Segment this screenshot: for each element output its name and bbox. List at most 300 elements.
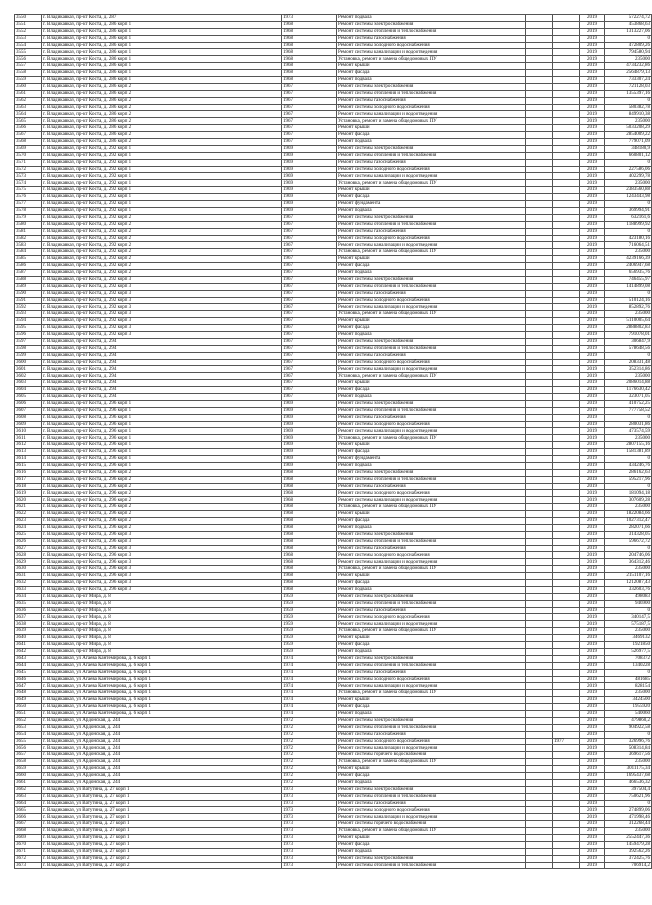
cost-cell: 372425,76 — [605, 855, 652, 862]
address-cell: г. Владикавказ, пр-кт Коста, д. 292 корп 2 — [42, 269, 282, 276]
extra-cell — [526, 290, 553, 297]
plan-year-cell: 2019 — [580, 194, 605, 201]
build-year-cell: 1967 — [282, 318, 337, 325]
build-year-cell: 1968 — [282, 566, 337, 573]
table-row — [15, 855, 652, 862]
last-repair-year-cell — [553, 118, 580, 125]
city-text: г. Владикавказ — [43, 325, 74, 331]
plan-year-cell: 2019 — [580, 242, 605, 249]
table-row — [15, 263, 652, 270]
row-number-cell: 3579 — [15, 214, 42, 221]
table-row — [15, 242, 652, 249]
address-cell: г. Владикавказ, пр-кт Коста, д. 292 корп 3 — [42, 331, 282, 338]
street-text: ул Ардонская, д. 244 — [76, 731, 121, 737]
address-cell: г. Владикавказ, пр-кт Коста, д. 296 корп 3 — [42, 552, 282, 559]
row-number-cell: 3610 — [15, 428, 42, 435]
city-text: г. Владикавказ — [43, 800, 74, 806]
address-cell: г. Владикавказ, ул Ватутина, д. 27 корп 1 — [42, 793, 282, 800]
street-text: ул Ватутина, д. 27 корп 1 — [76, 835, 130, 841]
last-repair-year-cell — [553, 352, 580, 359]
last-repair-year-cell — [553, 263, 580, 270]
street-text: пр-кт Мира, д. 8 — [76, 642, 111, 648]
build-year-cell: 1973 — [282, 15, 337, 22]
city-text: г. Владикавказ — [43, 249, 74, 255]
work-type-cell: Ремонт системы отопления и теплоснабжения — [337, 90, 526, 97]
city-text: г. Владикавказ — [43, 518, 74, 524]
table-row — [15, 483, 652, 490]
address-cell: г. Владикавказ, ул Ардонская, д. 244 — [42, 779, 282, 786]
work-type-cell: Ремонт подвала — [337, 207, 526, 214]
address-cell: г. Владикавказ, пр-кт Мира, д. 8 — [42, 635, 282, 642]
row-number-cell: 3639 — [15, 628, 42, 635]
address-cell: г. Владикавказ, пр-кт Мира, д. 8 — [42, 642, 282, 649]
cost-cell: 1414899,08 — [605, 283, 652, 290]
cost-cell: 0 — [605, 35, 652, 42]
work-type-cell: Установка, ремонт и замена общедомовых ПУ — [337, 435, 526, 442]
table-row — [15, 373, 652, 380]
address-cell: г. Владикавказ, пр-кт Коста, д. 286 корп 1 — [42, 42, 282, 49]
table-row — [15, 435, 652, 442]
work-type-cell: Ремонт фасада — [337, 449, 526, 456]
extra-cell — [526, 283, 553, 290]
cost-cell: 235000 — [605, 504, 652, 511]
extra-cell — [526, 786, 553, 793]
row-number-cell: 3663 — [15, 793, 42, 800]
row-number-cell: 3661 — [15, 779, 42, 786]
address-cell: г. Владикавказ, пр-кт Коста, д. 296 корп 1 — [42, 400, 282, 407]
street-text: пр-кт Коста, д. 286 корп 2 — [76, 125, 132, 131]
build-year-cell: 1974 — [282, 697, 337, 704]
build-year-cell: 1973 — [282, 841, 337, 848]
city-text: г. Владикавказ — [43, 835, 74, 841]
cost-cell: 2564879,13 — [605, 70, 652, 77]
build-year-cell: 1972 — [282, 759, 337, 766]
extra-cell — [526, 166, 553, 173]
last-repair-year-cell — [553, 63, 580, 70]
address-cell: г. Владикавказ, пр-кт Коста, д. 296 корп 1 — [42, 449, 282, 456]
city-text: г. Владикавказ — [43, 242, 74, 248]
street-text: пр-кт Коста, д. 286 корп 1 — [76, 22, 132, 28]
table-row — [15, 166, 652, 173]
work-type-cell: Ремонт подвала — [337, 848, 526, 855]
row-number-cell: 3657 — [15, 752, 42, 759]
city-text: г. Владикавказ — [43, 228, 74, 234]
city-text: г. Владикавказ — [43, 580, 74, 586]
table-row — [15, 779, 652, 786]
cost-cell: 578648,56 — [605, 345, 652, 352]
address-cell: г. Владикавказ, пр-кт Коста, д. 292 корп 2 — [42, 235, 282, 242]
last-repair-year-cell — [553, 207, 580, 214]
cost-cell: 479860,2 — [605, 717, 652, 724]
row-number-cell: 3611 — [15, 435, 42, 442]
plan-year-cell: 2019 — [580, 235, 605, 242]
table-row — [15, 387, 652, 394]
row-number-cell: 3577 — [15, 201, 42, 208]
table-row — [15, 462, 652, 469]
street-text: пр-кт Коста, д. 294 — [76, 339, 117, 345]
plan-year-cell: 2019 — [580, 731, 605, 738]
work-type-cell: Ремонт крыши — [337, 125, 526, 132]
plan-year-cell: 2019 — [580, 380, 605, 387]
street-text: ул Ватутина, д. 27 корп 1 — [76, 786, 130, 792]
extra-cell — [526, 242, 553, 249]
address-cell: г. Владикавказ, пр-кт Коста, д. 286 корп 2 — [42, 90, 282, 97]
row-number-cell: 3646 — [15, 676, 42, 683]
last-repair-year-cell — [553, 717, 580, 724]
cost-cell: 348180,9 — [605, 145, 652, 152]
cost-cell: 498083 — [605, 593, 652, 600]
city-text: г. Владикавказ — [43, 421, 74, 427]
table-row — [15, 614, 652, 621]
build-year-cell: 1968 — [282, 538, 337, 545]
last-repair-year-cell — [553, 359, 580, 366]
build-year-cell: 1967 — [282, 338, 337, 345]
plan-year-cell: 2019 — [580, 83, 605, 90]
build-year-cell: 1967 — [282, 90, 337, 97]
table-row — [15, 407, 652, 414]
work-type-cell: Ремонт системы отопления и теплоснабжения — [337, 476, 526, 483]
plan-year-cell: 2019 — [580, 77, 605, 84]
table-row — [15, 249, 652, 256]
work-type-cell: Ремонт фасада — [337, 194, 526, 201]
build-year-cell: 1968 — [282, 56, 337, 63]
table-row — [15, 442, 652, 449]
table-row — [15, 70, 652, 77]
extra-cell — [526, 848, 553, 855]
row-number-cell: 3595 — [15, 325, 42, 332]
cost-cell: 1340228 — [605, 662, 652, 669]
build-year-cell: 1959 — [282, 642, 337, 649]
build-year-cell: 1969 — [282, 201, 337, 208]
row-number-cell: 3644 — [15, 662, 42, 669]
work-type-cell: Ремонт крыши — [337, 573, 526, 580]
cost-cell: 410752,25 — [605, 400, 652, 407]
street-text: пр-кт Коста, д. 286 корп 2 — [76, 111, 132, 117]
work-type-cell: Установка, ремонт и замена общедомовых ПУ — [337, 180, 526, 187]
last-repair-year-cell — [553, 779, 580, 786]
work-type-cell: Ремонт фасада — [337, 704, 526, 711]
street-text: пр-кт Коста, д. 286 корп 1 — [76, 35, 132, 41]
build-year-cell: 1969 — [282, 152, 337, 159]
build-year-cell: 1968 — [282, 552, 337, 559]
table-row — [15, 642, 652, 649]
plan-year-cell: 2019 — [580, 669, 605, 676]
city-text: г. Владикавказ — [43, 656, 74, 662]
build-year-cell: 1973 — [282, 807, 337, 814]
row-number-cell: 3670 — [15, 841, 42, 848]
plan-year-cell: 2019 — [580, 793, 605, 800]
extra-cell — [526, 380, 553, 387]
row-number-cell: 3647 — [15, 683, 42, 690]
build-year-cell: 1969 — [282, 159, 337, 166]
address-cell: г. Владикавказ, ул Ардонская, д. 244 — [42, 766, 282, 773]
build-year-cell: 1968 — [282, 524, 337, 531]
last-repair-year-cell — [553, 145, 580, 152]
work-type-cell: Ремонт системы холодного водоснабжения — [337, 807, 526, 814]
city-text: г. Владикавказ — [43, 642, 74, 648]
cost-cell: 397504,4 — [605, 786, 652, 793]
cost-cell: 453868,63 — [605, 21, 652, 28]
plan-year-cell: 2019 — [580, 249, 605, 256]
table-row — [15, 607, 652, 614]
address-cell: г. Владикавказ, ул Агаева Кантемирова, д. 6 корп 1 — [42, 683, 282, 690]
table-row — [15, 676, 652, 683]
extra-cell — [526, 807, 553, 814]
street-text: пр-кт Коста, д. 296 корп 1 — [76, 463, 132, 469]
work-type-cell: Ремонт крыши — [337, 256, 526, 263]
address-cell: г. Владикавказ, пр-кт Коста, д. 296 корп 3 — [42, 531, 282, 538]
plan-year-cell: 2019 — [580, 456, 605, 463]
build-year-cell: 1968 — [282, 518, 337, 525]
work-type-cell: Ремонт системы холодного водоснабжения — [337, 297, 526, 304]
row-number-cell: 3635 — [15, 600, 42, 607]
address-cell: г. Владикавказ, пр-кт Коста, д. 292 корп 2 — [42, 263, 282, 270]
city-text: г. Владикавказ — [43, 256, 74, 262]
last-repair-year-cell — [553, 173, 580, 180]
extra-cell — [526, 669, 553, 676]
work-type-cell: Ремонт подвала — [337, 15, 526, 22]
cost-cell: 286162,63 — [605, 469, 652, 476]
cost-cell: 708372 — [605, 655, 652, 662]
extra-cell — [526, 628, 553, 635]
build-year-cell: 1967 — [282, 269, 337, 276]
address-cell: г. Владикавказ, пр-кт Коста, д. 296 корп 1 — [42, 442, 282, 449]
city-text: г. Владикавказ — [43, 449, 74, 455]
row-number-cell: 3580 — [15, 221, 42, 228]
city-text: г. Владикавказ — [43, 215, 74, 221]
plan-year-cell: 2019 — [580, 779, 605, 786]
table-row — [15, 118, 652, 125]
extra-cell — [526, 42, 553, 49]
address-cell: г. Владикавказ, пр-кт Коста, д. 286 корп 1 — [42, 77, 282, 84]
work-type-cell: Ремонт системы отопления и теплоснабжения — [337, 28, 526, 35]
build-year-cell: 1972 — [282, 752, 337, 759]
row-number-cell: 3584 — [15, 249, 42, 256]
work-type-cell: Ремонт подвала — [337, 269, 526, 276]
address-cell: г. Владикавказ, ул Агаева Кантемирова, д. 6 корп 1 — [42, 676, 282, 683]
last-repair-year-cell — [553, 586, 580, 593]
cost-cell: 1212087,43 — [605, 580, 652, 587]
row-number-cell: 3645 — [15, 669, 42, 676]
last-repair-year-cell — [553, 338, 580, 345]
work-type-cell: Ремонт системы канализации и водоотведения — [337, 745, 526, 752]
table-row — [15, 187, 652, 194]
plan-year-cell: 2019 — [580, 49, 605, 56]
city-text: г. Владикавказ — [43, 848, 74, 854]
last-repair-year-cell — [553, 841, 580, 848]
street-text: пр-кт Мира, д. 8 — [76, 649, 111, 655]
city-text: г. Владикавказ — [43, 277, 74, 283]
work-type-cell: Ремонт системы отопления и теплоснабжения — [337, 538, 526, 545]
work-type-cell: Ремонт системы холодного водоснабжения — [337, 614, 526, 621]
address-cell: г. Владикавказ, пр-кт Коста, д. 292 корп 3 — [42, 304, 282, 311]
row-number-cell: 3653 — [15, 724, 42, 731]
cost-cell: 3469132 — [605, 635, 652, 642]
table-row — [15, 331, 652, 338]
table-row — [15, 283, 652, 290]
work-type-cell: Ремонт системы горячего водоснабжения — [337, 752, 526, 759]
plan-year-cell: 2019 — [580, 841, 605, 848]
extra-cell — [526, 435, 553, 442]
work-type-cell: Ремонт фасада — [337, 841, 526, 848]
extra-cell — [526, 717, 553, 724]
work-type-cell: Ремонт системы канализации и водоотведения — [337, 49, 526, 56]
street-text: ул Агаева Кантемирова, д. 6 корп 1 — [76, 711, 151, 717]
address-cell: г. Владикавказ, пр-кт Коста, д. 296 корп 2 — [42, 518, 282, 525]
table-row — [15, 552, 652, 559]
work-type-cell: Ремонт системы горячего водоснабжения — [337, 821, 526, 828]
last-repair-year-cell — [553, 304, 580, 311]
work-type-cell: Ремонт подвала — [337, 648, 526, 655]
address-cell: г. Владикавказ, ул Агаева Кантемирова, д. 6 корп 1 — [42, 704, 282, 711]
address-cell: г. Владикавказ, пр-кт Коста, д. 292 корп 3 — [42, 311, 282, 318]
work-type-cell: Ремонт системы канализации и водоотведения — [337, 814, 526, 821]
cost-cell: 181094,18 — [605, 490, 652, 497]
cost-cell: 4239166,39 — [605, 256, 652, 263]
address-cell: г. Владикавказ, пр-кт Коста, д. 292 корп 2 — [42, 221, 282, 228]
row-number-cell: 3573 — [15, 173, 42, 180]
street-text: пр-кт Коста, д. 292 корп 1 — [76, 194, 132, 200]
table-row — [15, 393, 652, 400]
table-row — [15, 648, 652, 655]
work-type-cell: Ремонт крыши — [337, 511, 526, 518]
last-repair-year-cell — [553, 662, 580, 669]
extra-cell — [526, 15, 553, 22]
row-number-cell: 3557 — [15, 63, 42, 70]
plan-year-cell: 2019 — [580, 152, 605, 159]
table-row — [15, 42, 652, 49]
extra-cell — [526, 524, 553, 531]
extra-cell — [526, 366, 553, 373]
extra-cell — [526, 21, 553, 28]
plan-year-cell: 2019 — [580, 104, 605, 111]
work-type-cell: Установка, ремонт и замена общедомовых ПУ — [337, 56, 526, 63]
street-text: пр-кт Коста, д. 296 корп 3 — [76, 580, 132, 586]
build-year-cell: 1969 — [282, 421, 337, 428]
plan-year-cell: 2019 — [580, 125, 605, 132]
city-text: г. Владикавказ — [43, 15, 74, 21]
table-row — [15, 814, 652, 821]
build-year-cell: 1967 — [282, 380, 337, 387]
build-year-cell: 1969 — [282, 435, 337, 442]
table-row — [15, 697, 652, 704]
city-text: г. Владикавказ — [43, 497, 74, 503]
cost-cell: 595217,96 — [605, 476, 652, 483]
work-type-cell: Ремонт системы канализации и водоотведения — [337, 111, 526, 118]
last-repair-year-cell — [553, 21, 580, 28]
cost-cell: 369994,91 — [605, 207, 652, 214]
work-type-cell: Ремонт фундамента — [337, 456, 526, 463]
city-text: г. Владикавказ — [43, 683, 74, 689]
work-type-cell: Ремонт крыши — [337, 442, 526, 449]
build-year-cell: 1973 — [282, 862, 337, 869]
extra-cell — [526, 49, 553, 56]
city-text: г. Владикавказ — [43, 111, 74, 117]
address-cell: г. Владикавказ, пр-кт Коста, д. 294 — [42, 373, 282, 380]
city-text: г. Владикавказ — [43, 180, 74, 186]
city-text: г. Владикавказ — [43, 387, 74, 393]
street-text: ул Ватутина, д. 27 корп 1 — [76, 800, 130, 806]
work-type-cell: Ремонт фасада — [337, 70, 526, 77]
street-text: пр-кт Коста, д. 292 корп 3 — [76, 277, 132, 283]
plan-year-cell: 2019 — [580, 593, 605, 600]
table-row — [15, 545, 652, 552]
city-text: г. Владикавказ — [43, 84, 74, 90]
address-cell: г. Владикавказ, ул Ардонская, д. 244 — [42, 752, 282, 759]
build-year-cell: 1968 — [282, 70, 337, 77]
last-repair-year-cell — [553, 345, 580, 352]
address-cell: г. Владикавказ, пр-кт Коста, д. 292 корп 1 — [42, 187, 282, 194]
row-number-cell: 3607 — [15, 407, 42, 414]
table-row — [15, 63, 652, 70]
table-row — [15, 456, 652, 463]
extra-cell — [526, 676, 553, 683]
cost-cell: 632161,6 — [605, 214, 652, 221]
work-type-cell: Ремонт подвала — [337, 710, 526, 717]
last-repair-year-cell — [553, 83, 580, 90]
city-text: г. Владикавказ — [43, 352, 74, 358]
extra-cell — [526, 607, 553, 614]
city-text: г. Владикавказ — [43, 745, 74, 751]
cost-cell: 235000 — [605, 435, 652, 442]
plan-year-cell: 2019 — [580, 559, 605, 566]
plan-year-cell: 2019 — [580, 256, 605, 263]
extra-cell — [526, 249, 553, 256]
extra-cell — [526, 621, 553, 628]
last-repair-year-cell — [553, 221, 580, 228]
city-text: г. Владикавказ — [43, 669, 74, 675]
work-type-cell: Ремонт крыши — [337, 63, 526, 70]
cost-cell: 750621,96 — [605, 793, 652, 800]
extra-cell — [526, 173, 553, 180]
build-year-cell: 1967 — [282, 139, 337, 146]
row-number-cell: 3660 — [15, 772, 42, 779]
extra-cell — [526, 690, 553, 697]
row-number-cell: 3648 — [15, 690, 42, 697]
cost-cell: 3011175,34 — [605, 766, 652, 773]
row-number-cell: 3603 — [15, 380, 42, 387]
plan-year-cell: 2019 — [580, 738, 605, 745]
address-cell: г. Владикавказ, пр-кт Коста, д. 294 — [42, 338, 282, 345]
street-text: пр-кт Мира, д. 8 — [76, 628, 111, 634]
row-number-cell: 3608 — [15, 414, 42, 421]
plan-year-cell: 2019 — [580, 814, 605, 821]
table-row — [15, 352, 652, 359]
work-type-cell: Ремонт системы холодного водоснабжения — [337, 676, 526, 683]
last-repair-year-cell — [553, 428, 580, 435]
row-number-cell: 3572 — [15, 166, 42, 173]
address-cell: г. Владикавказ, пр-кт Коста, д. 296 корп 3 — [42, 573, 282, 580]
plan-year-cell: 2019 — [580, 848, 605, 855]
extra-cell — [526, 63, 553, 70]
street-text: ул Ардонская, д. 244 — [76, 724, 121, 730]
last-repair-year-cell — [553, 545, 580, 552]
cost-cell: 5033208,29 — [605, 125, 652, 132]
last-repair-year-cell — [553, 159, 580, 166]
table-row — [15, 325, 652, 332]
street-text: ул Ардонская, д. 244 — [76, 745, 121, 751]
cost-cell: 946900 — [605, 600, 652, 607]
plan-year-cell: 2019 — [580, 504, 605, 511]
street-text: пр-кт Коста, д. 296 корп 3 — [76, 566, 132, 572]
address-cell: г. Владикавказ, пр-кт Коста, д. 294 — [42, 352, 282, 359]
last-repair-year-cell — [553, 800, 580, 807]
row-number-cell: 3614 — [15, 456, 42, 463]
table-row — [15, 759, 652, 766]
plan-year-cell: 2019 — [580, 21, 605, 28]
city-text: г. Владикавказ — [43, 339, 74, 345]
table-row — [15, 621, 652, 628]
